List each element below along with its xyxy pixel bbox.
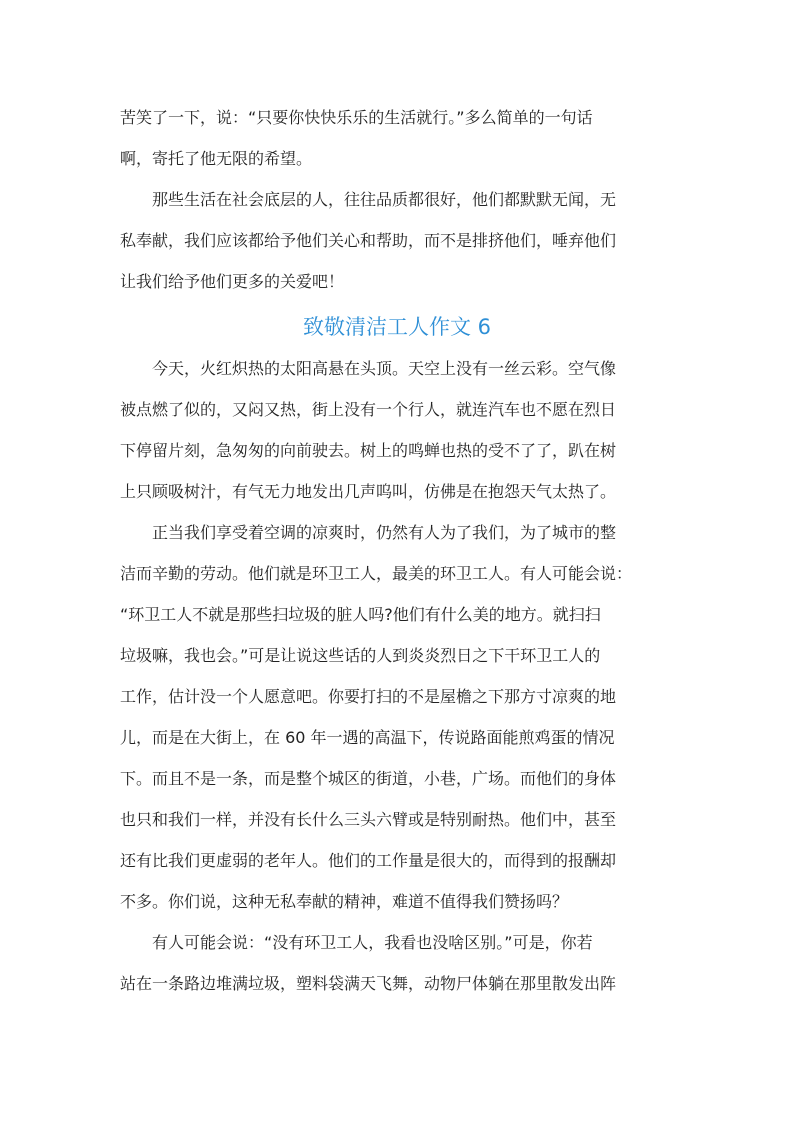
paragraph-3 (120, 348, 674, 512)
paragraph-line: 私奉献，我们应该都给予他们关心和帮助，而不是排挤他们，唾弃他们 (120, 231, 617, 250)
section-heading: 致敬清洁工人作文 6 (302, 315, 492, 339)
paragraph-line: 还有比我们更虚弱的老年人。他们的工作量是很大的，而得到的报酬却 (120, 851, 617, 870)
paragraph-5 (120, 922, 674, 1004)
paragraph-line: 被点燃了似的，又闷又热，街上没有一个行人，就连汽车也不愿在烈日 (120, 400, 617, 419)
paragraph-line: 工作，估计没一个人愿意吧。你要打扫的不是屋檐之下那方寸凉爽的地 (120, 687, 617, 706)
paragraph-line: 不多。你们说，这种无私奉献的精神，难道不值得我们赞扬吗？ (120, 892, 569, 911)
paragraph-line: 让我们给予他们更多的关爱吧！ (120, 272, 345, 291)
paragraph-line: 那些生活在社会底层的人，往往品质都很好，他们都默默无闻，无 (152, 190, 617, 209)
paragraph-line: 有人可能会说：“没有环卫工人，我看也没啥区别。”可是，你若 (152, 933, 593, 952)
paragraph-line: 站在一条路边堆满垃圾，塑料袋满天飞舞，动物尸体躺在那里散发出阵 (120, 974, 617, 993)
paragraph-line: 正当我们享受着空调的凉爽时，仍然有人为了我们，为了城市的整 (152, 523, 617, 542)
paragraph-line: 下。而且不是一条，而是整个城区的街道，小巷，广场。而他们的身体 (120, 769, 617, 788)
paragraph-line: 下停留片刻，急匆匆的向前驶去。树上的鸣蝉也热的受不了了，趴在树 (120, 441, 617, 460)
text-section-bottom (120, 348, 674, 1004)
paragraph-line: 啊，寄托了他无限的希望。 (120, 149, 313, 168)
paragraph-1 (120, 97, 674, 179)
paragraph-line: 苦笑了一下，说：“只要你快快乐乐的生活就行。”多么简单的一句话 (120, 108, 593, 127)
paragraph-line: 上只顾吸树汁，有气无力地发出几声呜叫，仿佛是在抱怨天气太热了。 (120, 482, 617, 501)
paragraph-line: “环卫工人不就是那些扫垃圾的脏人吗?他们有什么美的地方。就扫扫 (120, 605, 601, 624)
paragraph-line: 也只和我们一样，并没有长什么三头六臂或是特别耐热。他们中，甚至 (120, 810, 617, 829)
paragraph-line: 今天，火红炽热的太阳高悬在头顶。天空上没有一丝云彩。空气像 (152, 359, 617, 378)
paragraph-line: 儿，而是在大街上，在 60 年一遇的高温下，传说路面能煎鸡蛋的情况 (120, 728, 615, 747)
paragraph-line: 洁而辛勤的劳动。他们就是环卫工人，最美的环卫工人。有人可能会说： (120, 564, 633, 583)
paragraph-4 (120, 512, 674, 922)
paragraph-line: 垃圾嘛，我也会。”可是让说这些话的人到炎炎烈日之下干环卫工人的 (120, 646, 601, 665)
text-section-top (120, 97, 674, 302)
paragraph-2 (120, 179, 674, 302)
